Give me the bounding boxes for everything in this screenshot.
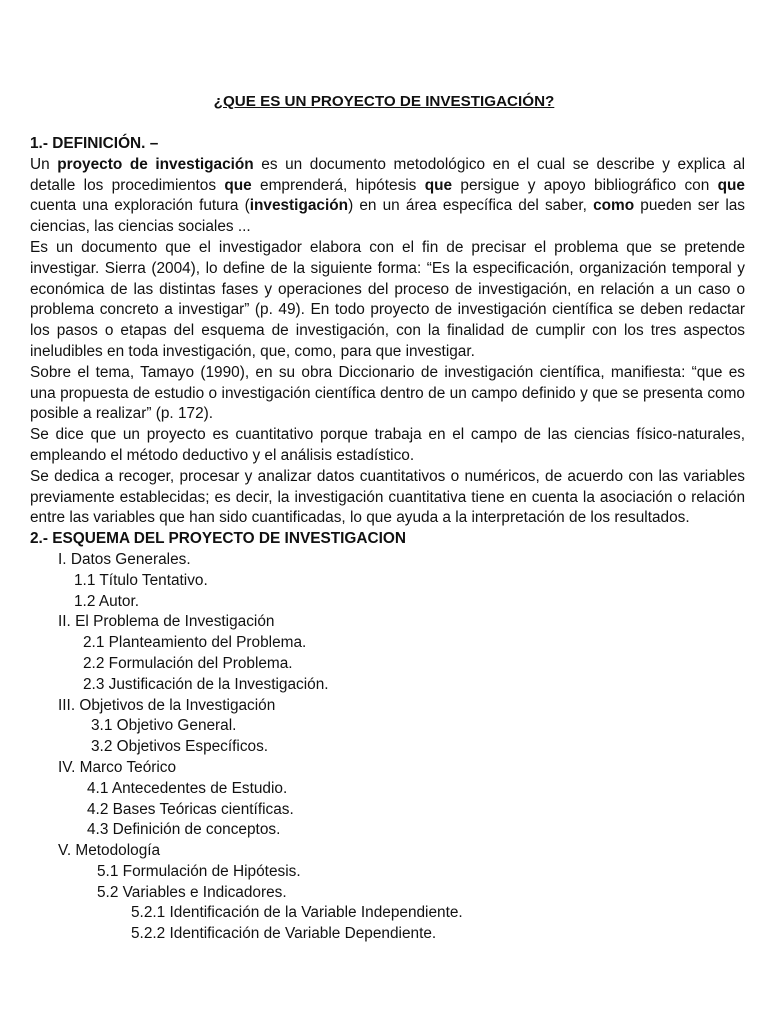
text-run: pueden ser las ciencias, las ciencias sociales ... xyxy=(30,197,745,236)
outline-item: 5.2.1 Identificación de la Variable Independiente. xyxy=(131,904,463,922)
outline-item: 3.2 Objetivos Específicos. xyxy=(91,738,269,756)
outline-item: 3.1 Objetivo General. xyxy=(91,717,237,735)
outline-item: V. Metodología xyxy=(58,842,161,860)
document-body xyxy=(30,134,745,945)
outline-item: 2.2 Formulación del Problema. xyxy=(83,654,293,672)
outline-item: 4.3 Definición de conceptos. xyxy=(87,821,281,839)
outline-item: III. Objetivos de la Investigación xyxy=(58,696,276,714)
text-run: Un xyxy=(30,155,58,173)
paragraph-cuantitativo: Se dice que un proyecto es cuantitativo porque trabaja en el campo de las ciencias físico-naturales, empleando el método deductivo y el análisis estadístico. xyxy=(30,426,745,464)
outline-item: 1.2 Autor. xyxy=(74,592,140,610)
bold-term: que xyxy=(224,176,252,194)
outline-item: 5.2.2 Identificación de Variable Dependiente. xyxy=(131,925,437,943)
outline-item: 2.1 Planteamiento del Problema. xyxy=(83,634,307,652)
paragraph-tamayo: Sobre el tema, Tamayo (1990), en su obra Diccionario de investigación científica, manifiesta: “que es una propuesta de estudio o investigación científica dentro de un campo definido y que se presenta como posible a realizar” (p. 172). xyxy=(30,363,745,423)
bold-term: proyecto de investigación xyxy=(57,155,254,173)
text-run: ) en un área específica del saber, xyxy=(348,197,594,215)
paragraph-sierra: Es un documento que el investigador elabora con el fin de precisar el problema que se pretende investigar. Sierra (2004), lo define de la siguiente forma: “Es la especificación, organización temporal y económica de las distintas fases y operaciones del proceso de investigación, en relación a un caso o problema concreto a investigar” (p. 49). En todo proyecto de investigación científica se deben redactar los pasos o etapas del esquema de investigación, con la finalidad de cumplir con los tres aspectos ineludibles en toda investigación, que, como, para que investigar. xyxy=(30,238,745,360)
outline-item: IV. Marco Teórico xyxy=(58,758,177,776)
outline-item: I. Datos Generales. xyxy=(58,550,191,568)
text-run: emprenderá, hipótesis xyxy=(251,176,425,194)
outline-item: II. El Problema de Investigación xyxy=(58,613,275,631)
outline-item: 5.2 Variables e Indicadores. xyxy=(97,883,287,901)
outline-item: 4.2 Bases Teóricas científicas. xyxy=(87,800,294,818)
bold-term: que xyxy=(717,176,745,194)
document-title: ¿QUE ES UN PROYECTO DE INVESTIGACIÓN? xyxy=(213,93,555,110)
text-run: es un documento metodológico en el cual se describe y explica al detalle los procedimientos xyxy=(30,155,745,194)
text-run: persigue y apoyo bibliográfico con xyxy=(452,176,718,194)
outline-list xyxy=(30,550,745,945)
outline-item: 5.1 Formulación de Hipótesis. xyxy=(97,862,301,880)
text-run: cuenta una exploración futura ( xyxy=(30,197,250,215)
outline-item: 1.1 Título Tentativo. xyxy=(74,571,208,589)
bold-term: que xyxy=(424,176,453,194)
paragraph-definicion xyxy=(30,155,745,238)
section-heading-definicion: 1.- DEFINICIÓN. – xyxy=(30,135,159,152)
outline-item: 2.3 Justificación de la Investigación. xyxy=(83,675,329,693)
outline-item: 4.1 Antecedentes de Estudio. xyxy=(87,779,288,797)
bold-term: como xyxy=(593,197,635,215)
section-heading-esquema: 2.- ESQUEMA DEL PROYECTO DE INVESTIGACION xyxy=(30,530,406,548)
bold-term: investigación xyxy=(249,197,349,215)
paragraph-datos: Se dedica a recoger, procesar y analizar datos cuantitativos o numéricos, de acuerdo con las variables previamente establecidas; es decir, la investigación cuantitativa tiene en cuenta la asociación o relación entre las variables que han sido cuantificadas, lo que ayuda a la interpretación de los resultados. xyxy=(30,467,745,527)
